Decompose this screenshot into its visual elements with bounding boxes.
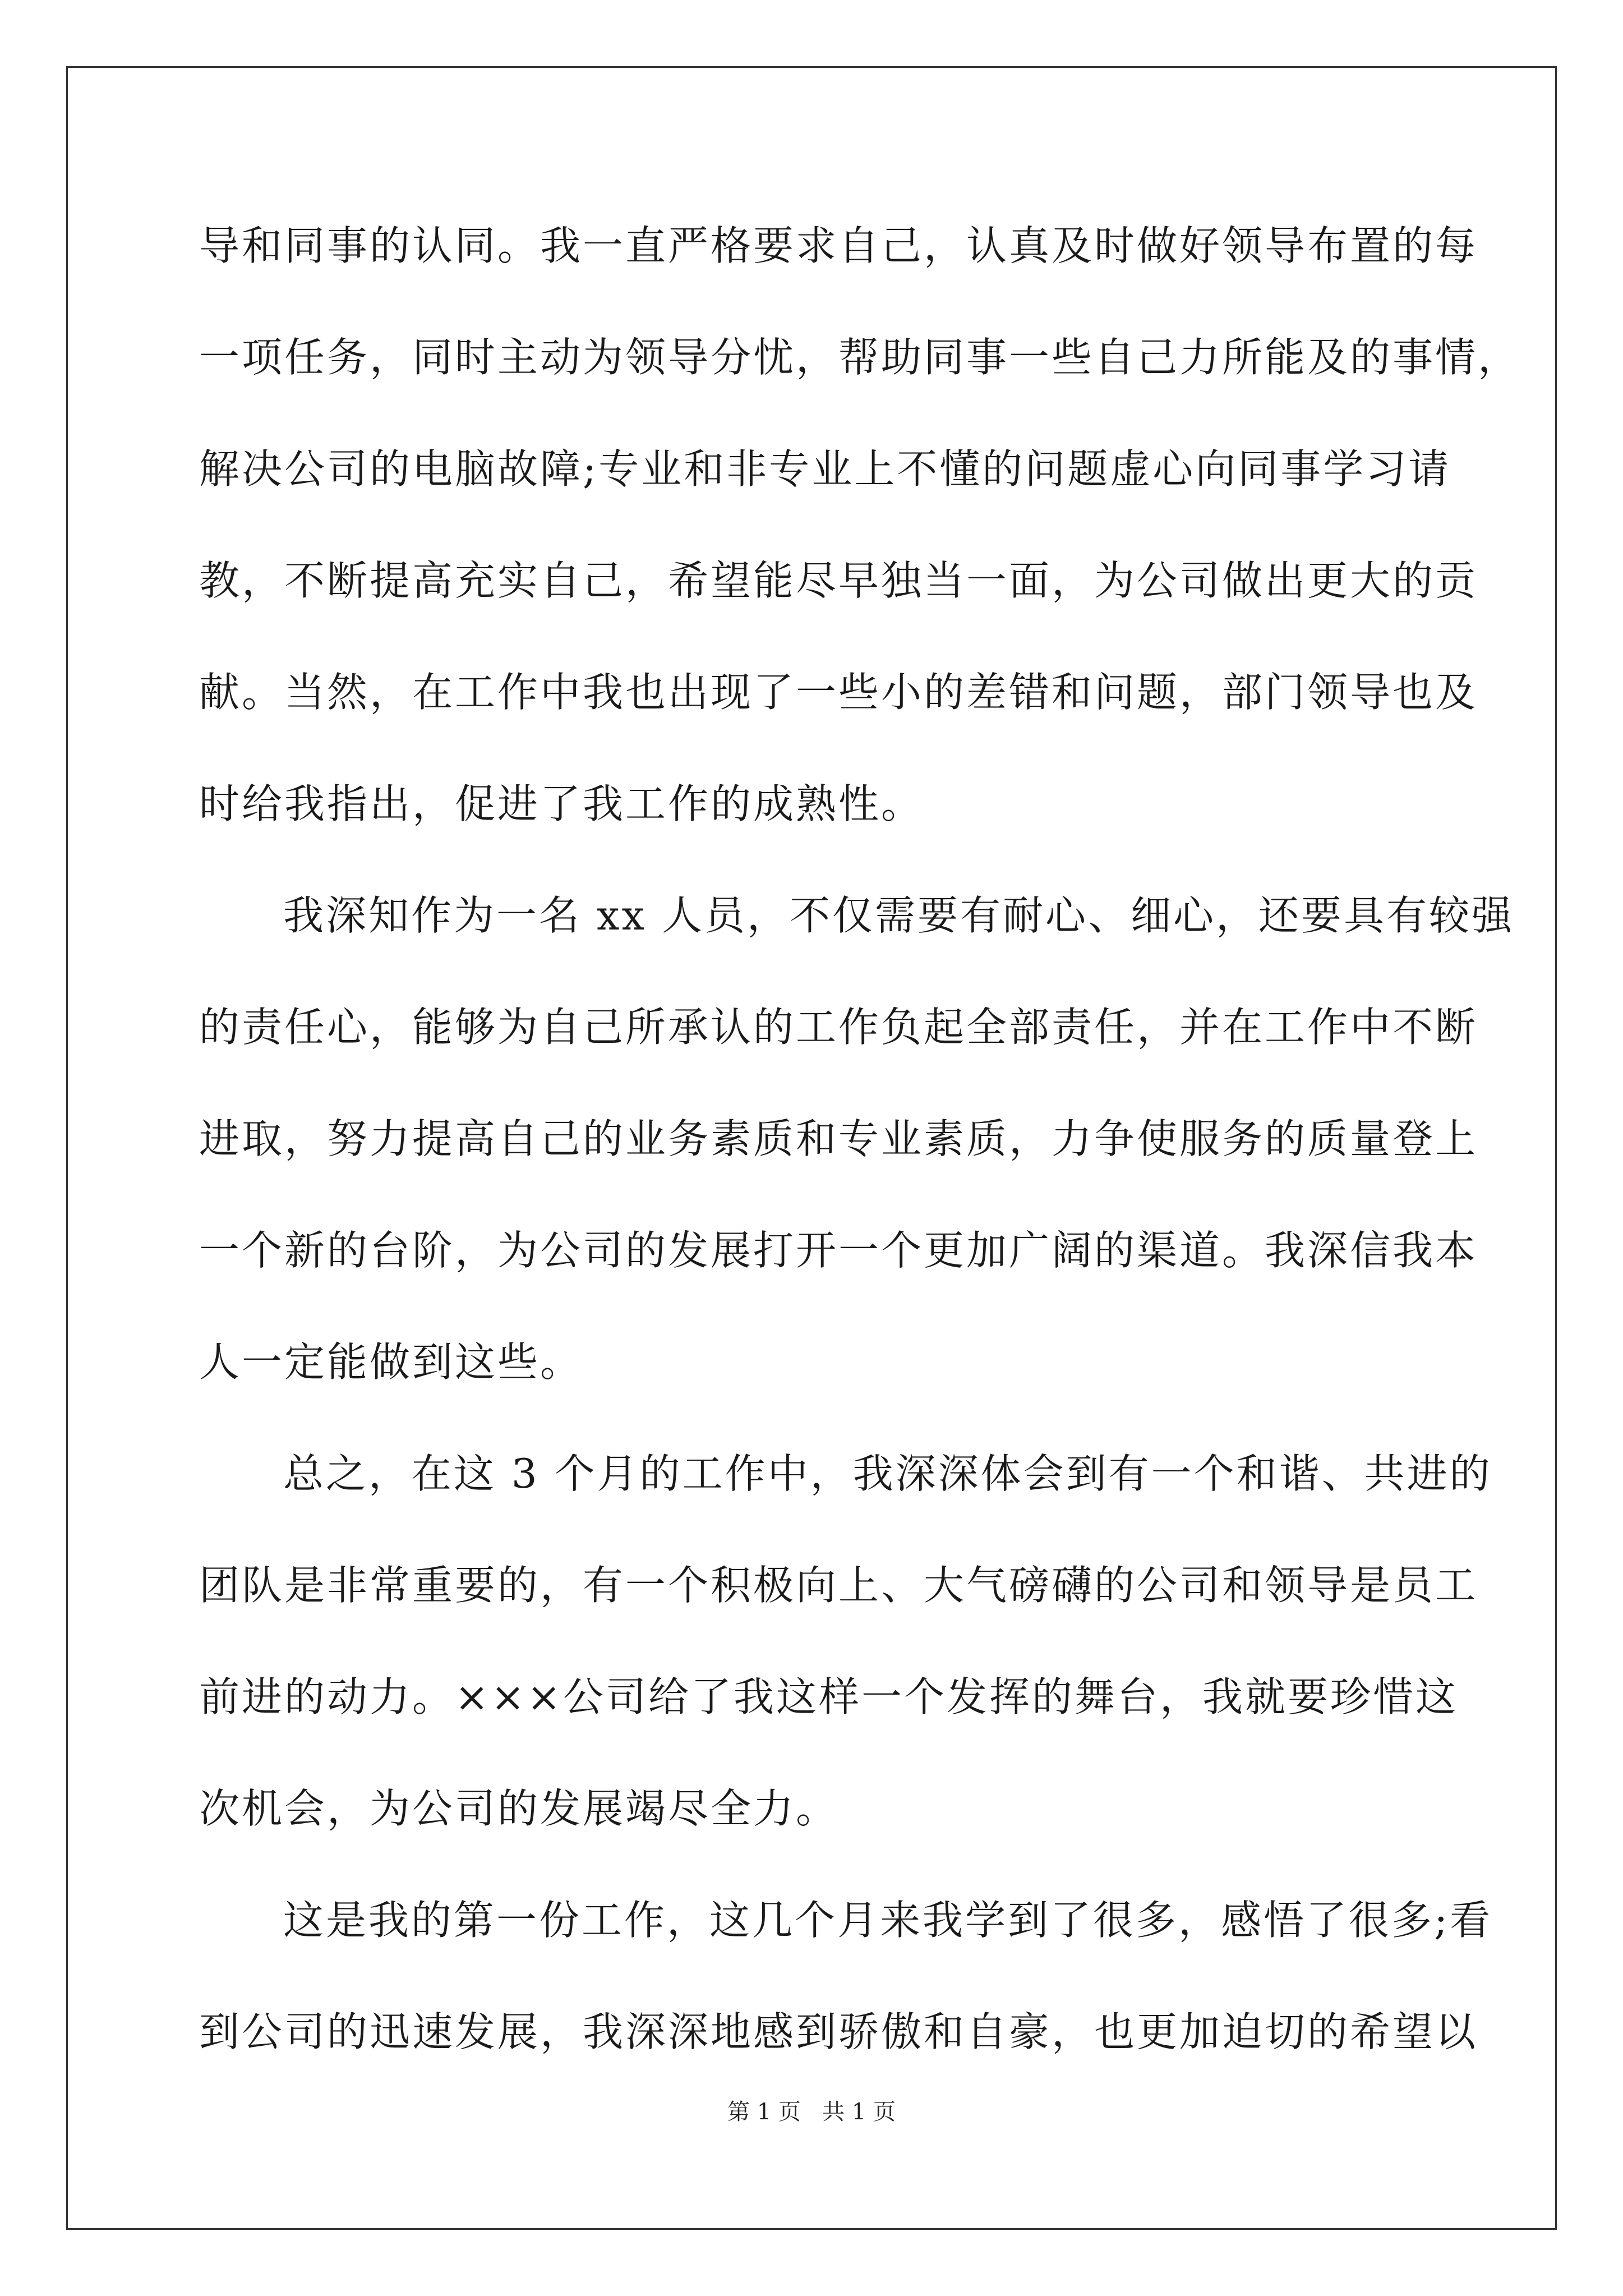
text-line: 到公司的迅速发展，我深深地感到骄傲和自豪，也更加迫切的希望以 — [199, 2008, 1478, 2055]
page-footer: 第 1 页 共 1 页 — [727, 2099, 896, 2125]
text-line: 教，不断提高充实自己，希望能尽早独当一面，为公司做出更大的贡 — [199, 557, 1478, 604]
paragraph-first-line: 总之，在这 3 个月的工作中，我深深体会到有一个和谐、共进的 — [283, 1450, 1492, 1497]
paragraph-first-line: 这是我的第一份工作，这几个月来我学到了很多，感悟了很多;看 — [283, 1897, 1493, 1944]
text-line: 前进的动力。×××公司给了我这样一个发挥的舞台，我就要珍惜这 — [199, 1673, 1458, 1720]
text-line: 的责任心，能够为自己所承认的工作负起全部责任，并在工作中不断 — [199, 1004, 1478, 1051]
text-line: 人一定能做到这些。 — [199, 1338, 583, 1386]
text-line: 一个新的台阶，为公司的发展打开一个更加广阔的渠道。我深信我本 — [199, 1227, 1478, 1274]
document-body — [199, 220, 1521, 2118]
text-line: 团队是非常重要的，有一个积极向上、大气磅礴的公司和领导是员工 — [199, 1562, 1478, 1609]
text-line: 解决公司的电脑故障;专业和非专业上不懂的问题虚心向同事学习请 — [199, 445, 1451, 493]
text-line: 进取，努力提高自己的业务素质和专业素质，力争使服务的质量登上 — [199, 1115, 1478, 1162]
text-line: 献。当然，在工作中我也出现了一些小的差错和问题，部门领导也及 — [199, 669, 1478, 716]
text-line: 导和同事的认同。我一直严格要求自己，认真及时做好领导布置的每 — [199, 222, 1478, 269]
text-line: 一项任务，同时主动为领导分忧，帮助同事一些自己力所能及的事情， — [199, 334, 1521, 381]
text-line: 时给我指出，促进了我工作的成熟性。 — [199, 780, 924, 827]
paragraph-first-line: 我深知作为一名 xx 人员，不仅需要有耐心、细心，还要具有较强 — [283, 892, 1514, 939]
text-line: 次机会，为公司的发展竭尽全力。 — [199, 1785, 839, 1832]
